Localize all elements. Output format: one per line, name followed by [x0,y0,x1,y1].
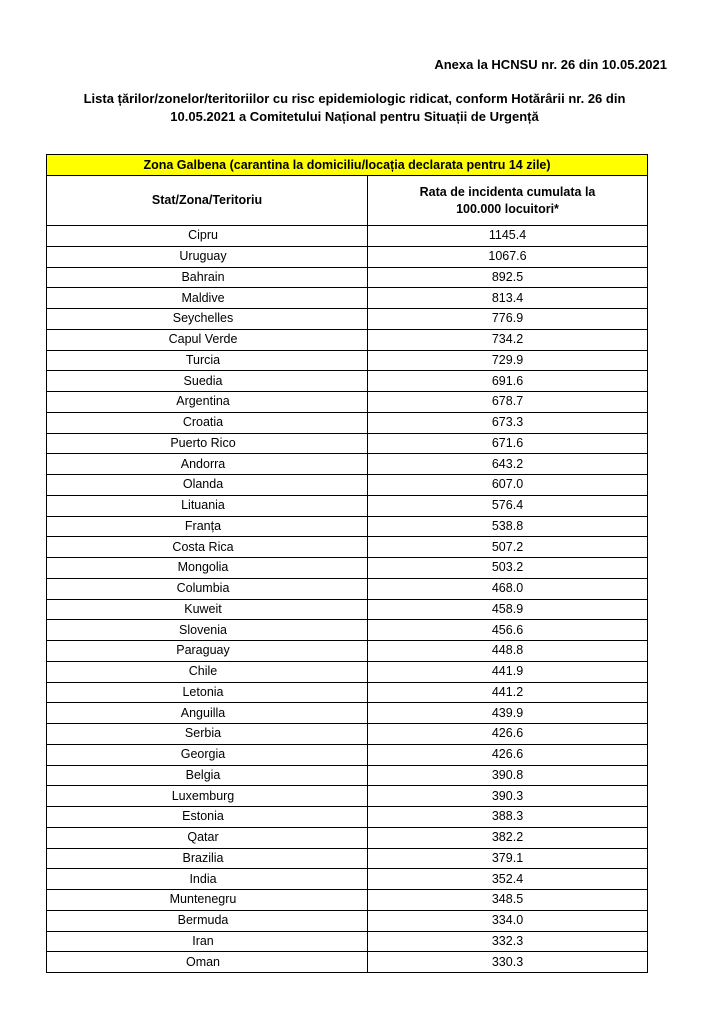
country-cell: Columbia [47,578,368,599]
table-row [47,454,648,475]
table-row [47,329,648,350]
rate-cell: 729.9 [368,350,648,371]
country-cell: Paraguay [47,641,368,662]
country-cell: Lituania [47,495,368,516]
rate-cell: 348.5 [368,890,648,911]
rate-cell: 813.4 [368,288,648,309]
table-row [47,661,648,682]
table-row [47,952,648,973]
rate-cell: 439.9 [368,703,648,724]
country-cell: Olanda [47,475,368,496]
table-row [47,246,648,267]
rate-cell: 390.8 [368,765,648,786]
rate-cell: 388.3 [368,807,648,828]
rate-cell: 456.6 [368,620,648,641]
rate-cell: 390.3 [368,786,648,807]
rate-cell: 334.0 [368,910,648,931]
country-cell: Capul Verde [47,329,368,350]
rate-cell: 426.6 [368,724,648,745]
column-header-country: Stat/Zona/Teritoriu [47,176,368,226]
table-row [47,931,648,952]
table-row [47,475,648,496]
rate-cell: 458.9 [368,599,648,620]
table-row [47,371,648,392]
rate-cell: 776.9 [368,309,648,330]
table-row [47,309,648,330]
country-cell: Slovenia [47,620,368,641]
risk-countries-table [46,154,648,973]
table-row [47,765,648,786]
table-row [47,682,648,703]
rate-cell: 734.2 [368,329,648,350]
table-row [47,516,648,537]
country-cell: Costa Rica [47,537,368,558]
country-cell: Brazilia [47,848,368,869]
country-cell: Mongolia [47,558,368,579]
country-cell: Croatia [47,412,368,433]
table-row [47,558,648,579]
table-row [47,412,648,433]
country-cell: Kuweit [47,599,368,620]
table-row [47,641,648,662]
zone-title: Zona Galbena (carantina la domiciliu/locația declarata pentru 14 zile) [47,155,648,176]
table-row [47,267,648,288]
table-row [47,599,648,620]
country-cell: Chile [47,661,368,682]
table-row [47,910,648,931]
table-row [47,827,648,848]
country-cell: Serbia [47,724,368,745]
country-cell: Estonia [47,807,368,828]
country-cell: Muntenegru [47,890,368,911]
title-line-2: 10.05.2021 a Comitetului Național pentru Situații de Urgență [170,109,539,124]
table-row [47,288,648,309]
document-title [30,90,679,126]
table-row [47,724,648,745]
rate-cell: 607.0 [368,475,648,496]
rate-cell: 507.2 [368,537,648,558]
rate-cell: 892.5 [368,267,648,288]
column-header-rate [368,176,648,226]
rate-cell: 538.8 [368,516,648,537]
table-row [47,620,648,641]
country-cell: Bermuda [47,910,368,931]
country-cell: Argentina [47,392,368,413]
table-row [47,703,648,724]
rate-header-line-1: Rata de incidenta cumulata la [419,184,596,199]
table-row [47,869,648,890]
country-cell: Letonia [47,682,368,703]
rate-cell: 441.2 [368,682,648,703]
rate-cell: 330.3 [368,952,648,973]
table-row [47,890,648,911]
country-cell: Oman [47,952,368,973]
country-cell: Maldive [47,288,368,309]
rate-cell: 332.3 [368,931,648,952]
rate-cell: 1145.4 [368,226,648,247]
country-cell: Seychelles [47,309,368,330]
country-cell: Suedia [47,371,368,392]
country-cell: Luxemburg [47,786,368,807]
rate-cell: 671.6 [368,433,648,454]
annex-reference: Anexa la HCNSU nr. 26 din 10.05.2021 [434,57,667,72]
country-cell: Belgia [47,765,368,786]
table-row [47,226,648,247]
column-header-row [47,176,648,226]
title-line-1: Lista țărilor/zonelor/teritoriilor cu risc epidemiologic ridicat, conform Hotărârii nr. 26 din [83,91,626,106]
country-cell: Qatar [47,827,368,848]
rate-cell: 352.4 [368,869,648,890]
country-cell: Puerto Rico [47,433,368,454]
rate-cell: 678.7 [368,392,648,413]
rate-cell: 382.2 [368,827,648,848]
rate-cell: 441.9 [368,661,648,682]
rate-cell: 426.6 [368,744,648,765]
country-cell: Andorra [47,454,368,475]
country-cell: India [47,869,368,890]
table-row [47,786,648,807]
rate-cell: 1067.6 [368,246,648,267]
rate-cell: 468.0 [368,578,648,599]
table-row [47,495,648,516]
rate-cell: 503.2 [368,558,648,579]
table-row [47,807,648,828]
zone-header-row [47,155,648,176]
table-row [47,744,648,765]
country-cell: Turcia [47,350,368,371]
table-row [47,848,648,869]
table-row [47,350,648,371]
rate-header-line-2: 100.000 locuitori* [456,201,559,216]
country-cell: Franța [47,516,368,537]
country-cell: Anguilla [47,703,368,724]
rate-cell: 576.4 [368,495,648,516]
country-cell: Georgia [47,744,368,765]
rate-cell: 448.8 [368,641,648,662]
table-row [47,392,648,413]
country-cell: Uruguay [47,246,368,267]
rate-cell: 643.2 [368,454,648,475]
table-row [47,537,648,558]
table-row [47,578,648,599]
rate-cell: 691.6 [368,371,648,392]
rate-cell: 379.1 [368,848,648,869]
country-cell: Cipru [47,226,368,247]
table-body [47,226,648,973]
country-cell: Bahrain [47,267,368,288]
rate-cell: 673.3 [368,412,648,433]
table-row [47,433,648,454]
country-cell: Iran [47,931,368,952]
